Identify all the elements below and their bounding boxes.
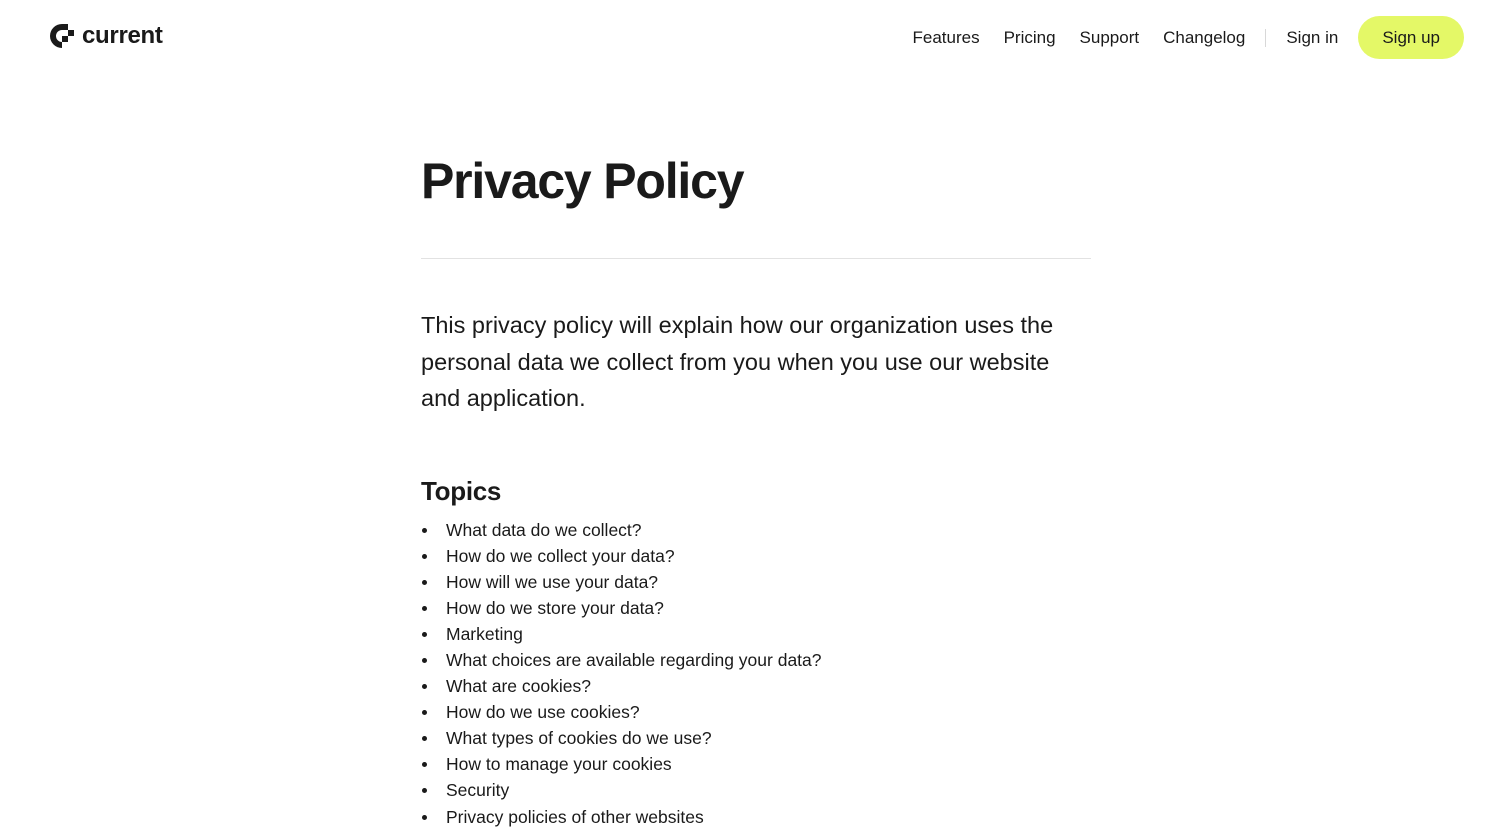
- topic-link[interactable]: How do we use cookies?: [446, 702, 640, 723]
- sign-in-link[interactable]: Sign in: [1286, 27, 1339, 47]
- bullet-icon: [422, 528, 427, 533]
- list-item: [421, 517, 1091, 543]
- nav-pricing[interactable]: Pricing: [1003, 27, 1056, 47]
- topic-link[interactable]: How do we collect your data?: [446, 545, 675, 566]
- topic-link[interactable]: Marketing: [446, 623, 523, 644]
- bullet-icon: [422, 762, 427, 767]
- list-item: [421, 595, 1091, 621]
- bullet-icon: [422, 736, 427, 741]
- topic-link[interactable]: What types of cookies do we use?: [446, 728, 712, 749]
- main-nav: [912, 16, 1464, 59]
- current-logo-icon: [48, 22, 74, 50]
- bullet-icon: [422, 658, 427, 663]
- topics-heading: Topics: [421, 475, 502, 506]
- main-content: [421, 150, 1091, 830]
- topic-link[interactable]: How to manage your cookies: [446, 754, 672, 775]
- bullet-icon: [422, 632, 427, 637]
- nav-support[interactable]: Support: [1079, 27, 1140, 47]
- list-item: [421, 569, 1091, 595]
- topics-list: [421, 517, 1091, 830]
- list-item: [421, 804, 1091, 830]
- list-item: [421, 699, 1091, 725]
- topic-link[interactable]: What choices are available regarding your data?: [446, 649, 822, 670]
- topic-link[interactable]: Privacy policies of other websites: [446, 806, 704, 827]
- list-item: [421, 621, 1091, 647]
- title-divider: [421, 258, 1091, 259]
- list-item: [421, 725, 1091, 751]
- topic-link[interactable]: What data do we collect?: [446, 519, 642, 540]
- bullet-icon: [422, 815, 427, 820]
- list-item: [421, 751, 1091, 777]
- logo-text: current: [82, 22, 163, 49]
- sign-up-button[interactable]: Sign up: [1358, 16, 1464, 59]
- nav-features[interactable]: Features: [912, 27, 980, 47]
- nav-changelog[interactable]: Changelog: [1163, 27, 1246, 47]
- bullet-icon: [422, 710, 427, 715]
- topic-link[interactable]: Security: [446, 780, 510, 801]
- page-title: Privacy Policy: [421, 153, 744, 209]
- nav-divider: [1265, 29, 1266, 47]
- list-item: [421, 777, 1091, 803]
- intro-paragraph: This privacy policy will explain how our organization uses the personal data we collect from you when you use our website and application.: [421, 312, 1054, 411]
- bullet-icon: [422, 606, 427, 611]
- list-item: [421, 543, 1091, 569]
- topic-link[interactable]: What are cookies?: [446, 676, 591, 697]
- bullet-icon: [422, 788, 427, 793]
- list-item: [421, 647, 1091, 673]
- home-logo-link[interactable]: [48, 22, 163, 50]
- topic-link[interactable]: How will we use your data?: [446, 571, 659, 592]
- bullet-icon: [422, 684, 427, 689]
- topic-link[interactable]: How do we store your data?: [446, 597, 664, 618]
- site-header: [0, 0, 1512, 74]
- bullet-icon: [422, 554, 427, 559]
- list-item: [421, 673, 1091, 699]
- bullet-icon: [422, 580, 427, 585]
